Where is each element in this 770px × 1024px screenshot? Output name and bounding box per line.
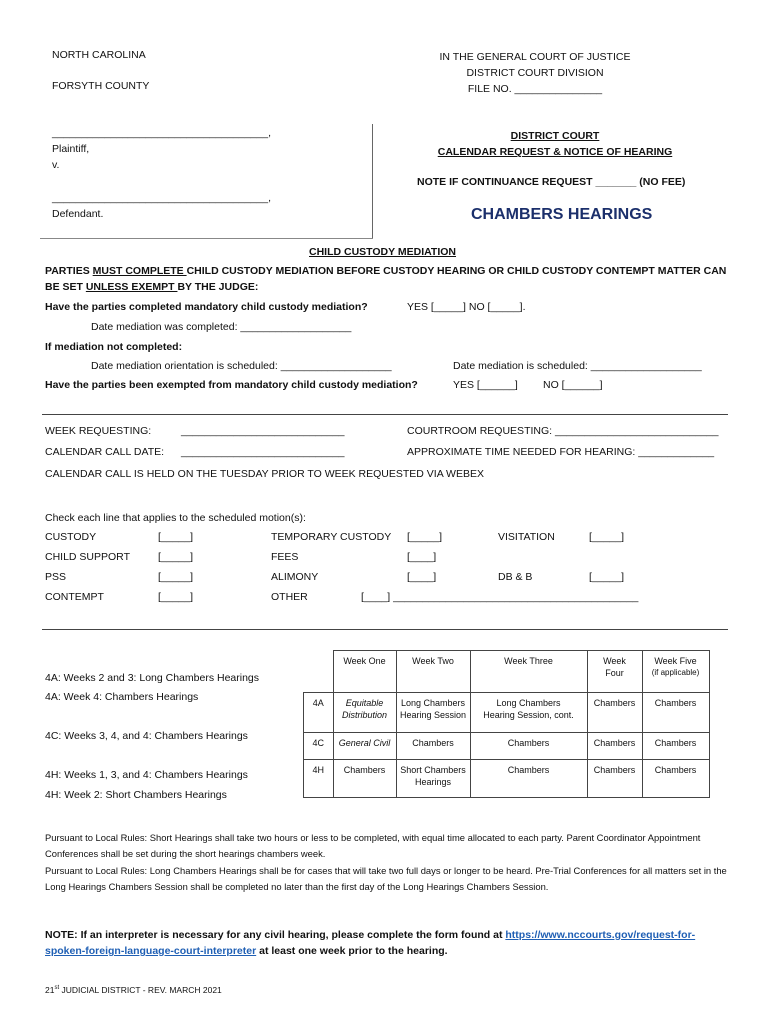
- motion-fees-label: FEES: [271, 551, 299, 563]
- legend-item: 4H: Weeks 1, 3, and 4: Chambers Hearings: [45, 769, 248, 781]
- motion-pss-checkbox[interactable]: [_____]: [158, 571, 194, 583]
- cell-week-five: Chambers: [642, 693, 709, 733]
- plaintiff-label: Plaintiff,: [52, 143, 90, 155]
- motion-other-field[interactable]: [____] __________________________________________: [361, 591, 639, 603]
- footer-revision: 21st JUDICIAL DISTRICT - REV. MARCH 2021: [45, 985, 222, 995]
- table-row: [304, 733, 710, 760]
- orientation-date-field[interactable]: Date mediation orientation is scheduled: ___________________: [91, 360, 392, 372]
- cell-week-two: Short Chambers Hearings: [396, 760, 470, 798]
- courtroom-requesting-field[interactable]: COURTROOM REQUESTING: ____________________________: [407, 425, 719, 437]
- header-week-three: Week Three: [470, 651, 587, 693]
- title-district-court: DISTRICT COURT: [510, 130, 600, 142]
- motion-dbb-checkbox[interactable]: [_____]: [589, 571, 625, 583]
- table-corner: [304, 651, 334, 693]
- cell-week-three: Chambers: [470, 760, 587, 798]
- caption-bottom-rule: [40, 238, 373, 239]
- title-block: [405, 128, 705, 160]
- continuance-note: NOTE IF CONTINUANCE REQUEST _______ (NO FEE): [417, 176, 686, 188]
- motion-pss-label: PSS: [45, 571, 67, 583]
- row-code: 4C: [304, 733, 334, 760]
- section-divider-2: [42, 629, 728, 630]
- motion-contempt-label: CONTEMPT: [45, 591, 104, 603]
- table-row: [304, 760, 710, 798]
- mediation-requirement-line2: BE SET UNLESS EXEMPT BY THE JUDGE:: [45, 281, 259, 293]
- main-title: CHAMBERS HEARINGS: [471, 206, 653, 223]
- state-label: NORTH CAROLINA: [52, 49, 146, 61]
- mediation-scheduled-field[interactable]: Date mediation is scheduled: ___________________: [453, 360, 702, 372]
- cell-week-one: General Civil: [333, 733, 396, 760]
- long-hearings-rule: Pursuant to Local Rules: Long Chambers Hearings shall be for cases that will take two full days or longer to be heard. Pre-Trial Conferences for all matters set in the Long Hearings Chambers Session shall be completed no later than the first day of the Long Hearings Chambers Session.: [45, 865, 727, 892]
- mediation-requirement-line1: PARTIES MUST COMPLETE CHILD CUSTODY MEDIATION BEFORE CUSTODY HEARING OR CHILD CUSTODY CONTEMPT MATTER CAN: [45, 265, 727, 277]
- plaintiff-line: _____________________________________,: [52, 127, 271, 139]
- calendar-call-note: CALENDAR CALL IS HELD ON THE TUESDAY PRIOR TO WEEK REQUESTED VIA WEBEX: [45, 468, 484, 480]
- header-week-five: Week Five (if applicable): [642, 651, 709, 693]
- motion-alimony-label: ALIMONY: [271, 571, 319, 583]
- cell-week-two: Long Chambers Hearing Session: [396, 693, 470, 733]
- versus-label: v.: [52, 159, 60, 171]
- cell-week-one: Chambers: [333, 760, 396, 798]
- defendant-line: _____________________________________,: [52, 192, 271, 204]
- defendant-label: Defendant.: [52, 208, 104, 220]
- row-code: 4H: [304, 760, 334, 798]
- cell-week-five: Chambers: [642, 760, 709, 798]
- week-requesting-field[interactable]: ____________________________: [181, 425, 345, 437]
- file-number: FILE NO. _______________: [467, 83, 603, 95]
- motion-contempt-checkbox[interactable]: [_____]: [158, 591, 194, 603]
- legend-item: 4H: Week 2: Short Chambers Hearings: [45, 789, 227, 801]
- cell-week-three: Long Chambers Hearing Session, cont.: [470, 693, 587, 733]
- section-divider: [42, 414, 728, 415]
- cell-week-four: Chambers: [587, 760, 642, 798]
- motion-temp-custody-label: TEMPORARY CUSTODY: [271, 531, 392, 543]
- exempt-no-checkbox[interactable]: NO [______]: [543, 379, 603, 391]
- court-division: DISTRICT COURT DIVISION: [466, 67, 604, 79]
- motion-other-label: OTHER: [271, 591, 308, 603]
- county-label: FORSYTH COUNTY: [52, 80, 150, 92]
- cell-week-four: Chambers: [587, 733, 642, 760]
- court-block: [410, 49, 660, 97]
- motions-instruction: Check each line that applies to the scheduled motion(s):: [45, 512, 306, 524]
- short-hearings-rule: Pursuant to Local Rules: Short Hearings shall take two hours or less to be completed, with equal time allocated to each party. Parent Coordinator Appointment Conferences shall be set during the short hearings chambers week.: [45, 832, 701, 859]
- title-calendar-request: CALENDAR REQUEST & NOTICE OF HEARING: [437, 146, 673, 158]
- date-mediation-completed-field[interactable]: Date mediation was completed: ___________________: [91, 321, 352, 333]
- legend-item: 4C: Weeks 3, 4, and 4: Chambers Hearings: [45, 730, 248, 742]
- question-mediation-completed: Have the parties completed mandatory child custody mediation?: [45, 301, 368, 313]
- calendar-call-label: CALENDAR CALL DATE:: [45, 446, 165, 458]
- cell-week-four: Chambers: [587, 693, 642, 733]
- exempt-yes-checkbox[interactable]: YES [______]: [453, 379, 518, 391]
- motion-dbb-label: DB & B: [498, 571, 533, 583]
- interpreter-note: NOTE: If an interpreter is necessary for any civil hearing, please complete the form found at https://www.nccourts.gov/request-for-spoken-foreign-language-court-interpreter at least one week prior to the hearing.: [45, 929, 696, 957]
- caption-divider: [372, 124, 373, 239]
- table-row: [304, 693, 710, 733]
- chambers-calendar-table: [303, 650, 710, 798]
- table-header-row: [304, 651, 710, 693]
- header-week-two: Week Two: [396, 651, 470, 693]
- motion-custody-label: CUSTODY: [45, 531, 97, 543]
- legend-item: 4A: Weeks 2 and 3: Long Chambers Hearings: [45, 672, 260, 684]
- cell-week-one: Equitable Distribution: [333, 693, 396, 733]
- motion-temp-custody-checkbox[interactable]: [_____]: [407, 531, 443, 543]
- row-code: 4A: [304, 693, 334, 733]
- time-needed-field[interactable]: APPROXIMATE TIME NEEDED FOR HEARING: _____________: [407, 446, 715, 458]
- calendar-call-field[interactable]: ____________________________: [181, 446, 345, 458]
- mediation-completed-checkboxes[interactable]: YES [_____] NO [_____].: [407, 301, 526, 313]
- question-mediation-exempt: Have the parties been exempted from mandatory child custody mediation?: [45, 379, 418, 391]
- header-week-one: Week One: [333, 651, 396, 693]
- motion-alimony-checkbox[interactable]: [____]: [407, 571, 437, 583]
- header-week-four: Week Four: [587, 651, 642, 693]
- interpreter-form-link[interactable]: https://www.nccourts.gov/request-for-spoken-foreign-language-court-interpreter: [45, 929, 696, 957]
- motion-fees-checkbox[interactable]: [____]: [407, 551, 437, 563]
- cell-week-five: Chambers: [642, 733, 709, 760]
- court-name: IN THE GENERAL COURT OF JUSTICE: [439, 51, 631, 63]
- motion-visitation-label: VISITATION: [498, 531, 555, 543]
- motion-custody-checkbox[interactable]: [_____]: [158, 531, 194, 543]
- cell-week-three: Chambers: [470, 733, 587, 760]
- motion-child-support-label: CHILD SUPPORT: [45, 551, 130, 563]
- mediation-heading: CHILD CUSTODY MEDIATION: [309, 246, 457, 258]
- legend-item: 4A: Week 4: Chambers Hearings: [45, 691, 199, 703]
- motion-child-support-checkbox[interactable]: [_____]: [158, 551, 194, 563]
- cell-week-two: Chambers: [396, 733, 470, 760]
- motion-visitation-checkbox[interactable]: [_____]: [589, 531, 625, 543]
- if-not-completed-label: If mediation not completed:: [45, 341, 183, 353]
- week-requesting-label: WEEK REQUESTING:: [45, 425, 152, 437]
